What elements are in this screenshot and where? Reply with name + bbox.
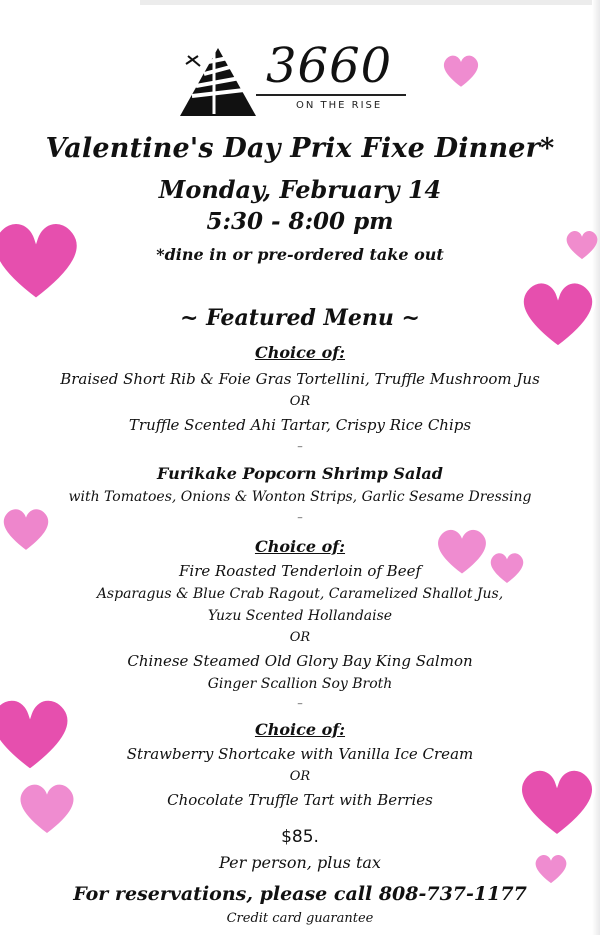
course4-option2: Chocolate Truffle Tart with Berries bbox=[167, 791, 433, 809]
logo-rule bbox=[256, 94, 406, 96]
credit-card-note: Credit card guarantee bbox=[226, 911, 374, 926]
brand-tagline: ON THE RISE bbox=[296, 100, 383, 111]
course3-option1-desc2: Yuzu Scented Hollandaise bbox=[207, 608, 393, 624]
course3-option1-name: Fire Roasted Tenderloin of Beef bbox=[178, 562, 422, 580]
logo-triangle-icon bbox=[178, 44, 258, 118]
course3-option2-desc: Ginger Scallion Soy Broth bbox=[207, 676, 393, 692]
event-date: Monday, February 14 bbox=[158, 175, 442, 204]
service-note: *dine in or pre-ordered take out bbox=[156, 245, 444, 264]
logo bbox=[178, 38, 418, 120]
course4-or: OR bbox=[289, 769, 311, 784]
separator: – bbox=[297, 511, 303, 524]
course4-option1: Strawberry Shortcake with Vanilla Ice Cream bbox=[126, 745, 474, 763]
course2-name: Furikake Popcorn Shrimp Salad bbox=[157, 464, 443, 483]
course1-choice-label: Choice of: bbox=[254, 343, 346, 362]
menu-heading: ~ Featured Menu ~ bbox=[180, 305, 420, 331]
course2-desc: with Tomatoes, Onions & Wonton Strips, Garlic Sesame Dressing bbox=[68, 489, 532, 505]
price-note: Per person, plus tax bbox=[219, 853, 381, 872]
separator: – bbox=[297, 697, 303, 710]
course1-or: OR bbox=[289, 394, 311, 409]
course3-option1-desc1: Asparagus & Blue Crab Ragout, Caramelized Shallot Jus, bbox=[96, 586, 504, 602]
course3-choice-label: Choice of: bbox=[254, 537, 346, 556]
page-title: Valentine's Day Prix Fixe Dinner* bbox=[45, 133, 555, 164]
course1-option2: Truffle Scented Ahi Tartar, Crispy Rice Chips bbox=[128, 416, 472, 434]
event-time: 5:30 - 8:00 pm bbox=[206, 208, 394, 235]
separator: – bbox=[297, 440, 303, 453]
top-shadow bbox=[140, 0, 600, 5]
heart-icon bbox=[441, 50, 481, 90]
reservations-line: For reservations, please call 808-737-1177 bbox=[73, 883, 527, 905]
course4-choice-label: Choice of: bbox=[254, 720, 346, 739]
price: $85. bbox=[281, 827, 319, 847]
brand-name: 3660 bbox=[266, 38, 393, 94]
course3-or: OR bbox=[289, 630, 311, 645]
course1-option1: Braised Short Rib & Foie Gras Tortellini, Truffle Mushroom Jus bbox=[60, 370, 540, 388]
course3-option2-name: Chinese Steamed Old Glory Bay King Salmon bbox=[127, 652, 473, 670]
